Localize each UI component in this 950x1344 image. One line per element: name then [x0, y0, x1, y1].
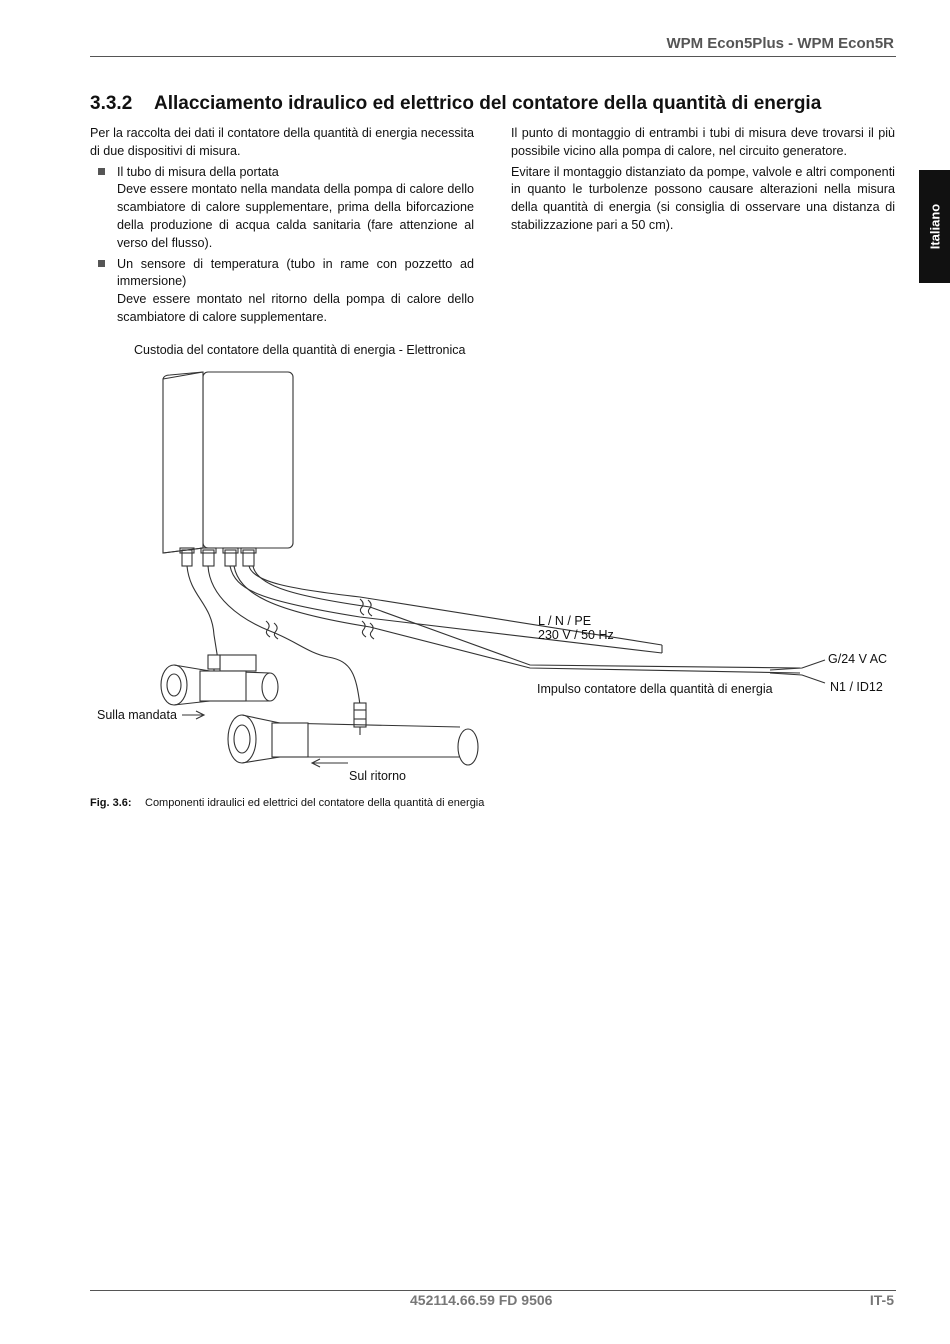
meter-housing	[163, 372, 293, 553]
label-leaders	[770, 660, 825, 683]
right-column	[511, 125, 895, 238]
figure-number: Fig. 3.6:	[90, 797, 132, 809]
header-title: WPM Econ5Plus - WPM Econ5R	[666, 35, 894, 52]
supply-label: Sulla mandata	[97, 708, 177, 722]
list-item-text: Deve essere montato nella mandata della pompa di calore dello scambiatore di calore supplementare, prima della biforcazione della produzione di acqua calda sanitaria (fare attenzione al verso del flusso).	[117, 182, 474, 250]
ac-label: G/24 V AC	[828, 652, 888, 666]
language-tab-label: Italiano	[927, 203, 943, 250]
cable-glands	[180, 548, 256, 566]
left-column	[90, 125, 474, 330]
list-item	[90, 164, 474, 253]
figure-diagram	[90, 335, 910, 795]
footer-page-number: IT-5	[869, 1292, 894, 1308]
list-item-text: Deve essere montato nel ritorno della pompa di calore dello scambiatore di calore supplementare.	[117, 292, 474, 324]
paragraph: Evitare il montaggio distanziato da pompe, valvole e altri componenti in quanto le turbolenze possono causare alterazioni nella misura della quantità di energia (si consiglia di osservare una distanza di stabilizzazione pari a 50 cm).	[511, 164, 895, 232]
intro-paragraph: Per la raccolta dei dati il contatore della quantità di energia necessita di due dispositivi di misura.	[90, 126, 474, 158]
paragraph: Il punto di montaggio di entrambi i tubi di misura deve trovarsi il più possibile vicino alla pompa di calore, nel circuito generatore.	[511, 126, 895, 158]
energy-meter-illustration	[90, 335, 910, 795]
section-heading	[90, 93, 910, 115]
section-number: 3.3.2	[90, 93, 133, 114]
return-label: Sul ritorno	[349, 769, 406, 783]
language-tab	[919, 170, 950, 283]
temperature-sensor	[354, 703, 366, 735]
id-label: N1 / ID12	[830, 680, 883, 694]
housing-label: Custodia del contatore della quantità di energia - Elettronica	[134, 343, 466, 357]
list-item	[90, 256, 474, 327]
bullet-square-icon	[98, 260, 105, 267]
header-divider	[90, 56, 896, 57]
list-item-title: Un sensore di temperatura (tubo in rame con pozzetto ad immersione)	[117, 256, 474, 289]
bullet-square-icon	[98, 168, 105, 175]
section-title: Allacciamento idraulico ed elettrico del contatore della quantità di energia	[154, 93, 822, 114]
figure-caption	[90, 797, 484, 809]
footer-document-number: 452114.66.59 FD 9506	[410, 1292, 553, 1308]
power-label-line1: L / N / PE	[538, 614, 592, 628]
list-item-title: Il tubo di misura della portata	[117, 164, 279, 179]
impulse-label: Impulso contatore della quantità di energia	[537, 682, 773, 696]
power-label-line2: 230 V / 50 Hz	[538, 628, 614, 642]
return-pipe	[228, 715, 478, 765]
supply-pipe	[161, 665, 278, 705]
figure-caption-text: Componenti idraulici ed elettrici del contatore della quantità di energia	[145, 797, 485, 809]
footer-divider	[90, 1290, 896, 1291]
